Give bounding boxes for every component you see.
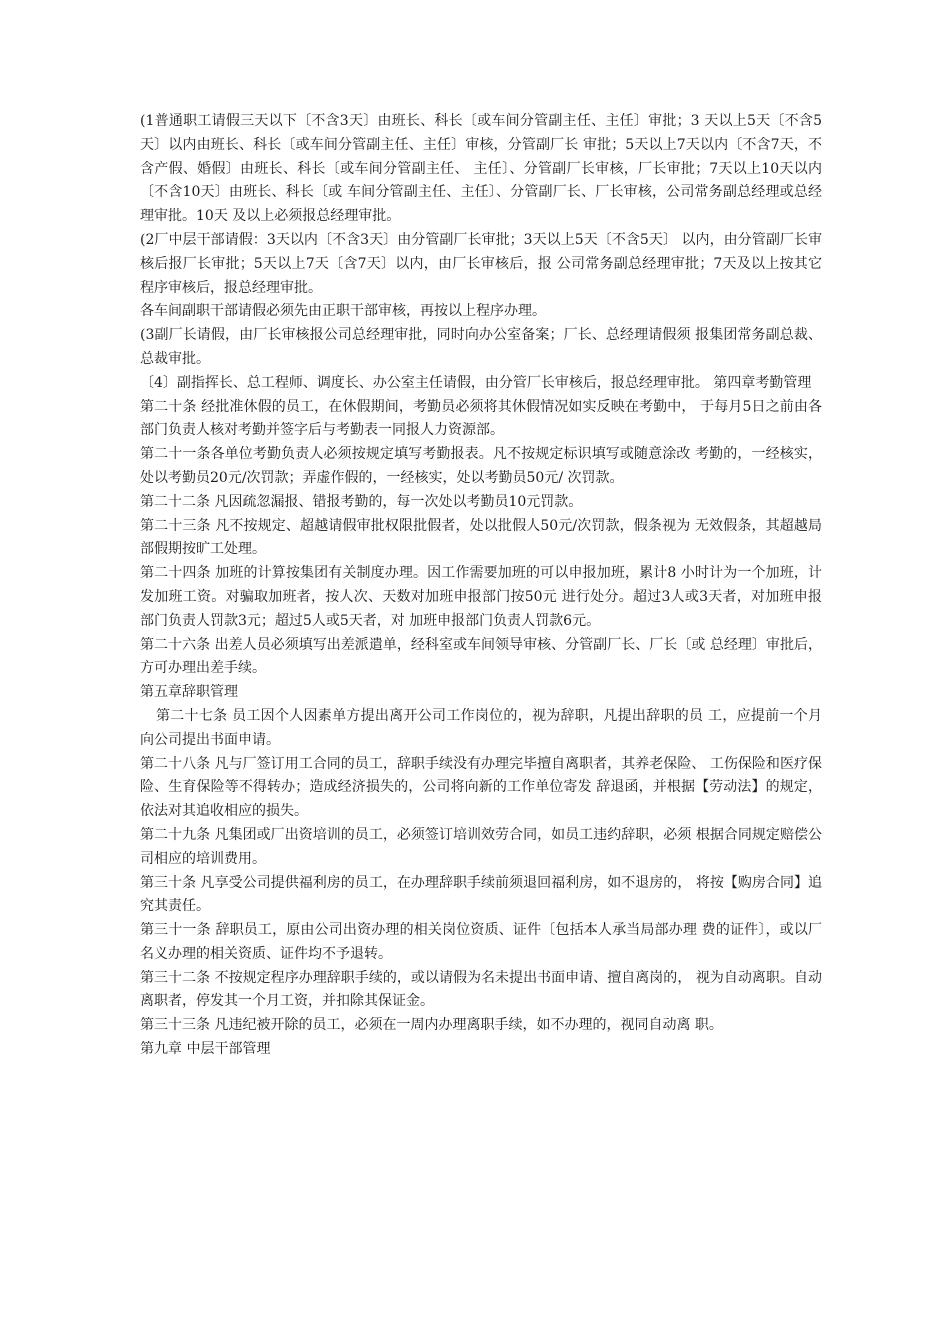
article-32: 第三十二条 不按规定程序办理辞职手续的，或以请假为名未提出书面申请、擅自离岗的， 视为自动离职。自动离职者，停发其一个月工资，并扣除其保证金。 [140,969,822,1010]
clause-leave-middle-cadres: (2厂中层干部请假：3天以内〔不含3天〕由分管副厂长审批；3天以上5天〔不含5天〕 以内，由分管副厂长审核后报厂长审批；5天以上7天〔含7天〕以内，由厂长审核后，报 公司常务副总经理审批；7天及以上按其它程序审核后，报总经理审批。 [140,231,822,296]
article-22: 第二十二条 凡因疏忽漏报、错报考勤的，每一次处以考勤员10元罚款。 [140,493,583,510]
clause-leave-chief-engineer: 〔4〕副指挥长、总工程师、调度长、办公室主任请假，由分管厂长审核后，报总经理审批。 第四章考勤管理 [140,374,812,391]
article-28: 第二十八条 凡与厂签订用工合同的员工，辞职手续没有办理完毕擅自离职者，其养老保险、 工伤保险和医疗保险、生育保险等不得转办；造成经济损失的，公司将向新的工作单位寄发 辞退函，并根据【劳动法】的规定，依法对其追收相应的损失。 [140,755,822,820]
clause-leave-deputy-workshop: 各车间副职干部请假必须先由正职干部审核，再按以上程序办理。 [140,303,546,320]
article-33: 第三十三条 凡违纪被开除的员工，必须在一周内办理离职手续，如不办理的，视同自动离 职。 [140,1017,723,1034]
article-29: 第二十九条 凡集团或厂出资培训的员工，必须签订培训效劳合同，如员工违约辞职，必须 根据合同规定赔偿公司相应的培训费用。 [140,826,822,867]
article-23: 第二十三条 凡不按规定、超越请假审批权限批假者，处以批假人50元/次罚款，假条视为 无效假条，其超越局部假期按旷工处理。 [140,517,822,558]
document-body [140,110,822,1062]
article-27: 第二十七条 员工因个人因素单方提出离开公司工作岗位的，视为辞职，凡提出辞职的员 工，应提前一个月向公司提出书面申请。 [140,707,822,748]
article-30: 第三十条 凡享受公司提供福利房的员工，在办理辞职手续前须退回福利房，如不退房的， 将按【购房合同】追究其责任。 [140,874,822,915]
article-31: 第三十一条 辞职员工，原由公司出资办理的相关岗位资质、证件〔包括本人承当局部办理 费的证件〕，或以厂名义办理的相关资质、证件均不予退转。 [140,922,822,962]
article-24: 第二十四条 加班的计算按集团有关制度办理。因工作需要加班的可以申报加班，累计8 小时计为一个加班，计发加班工资。对骗取加班者，按人次、天数对加班申报部门按50元 进行处分。超过3人或3天者，对加班申报部门负责人罚款3元；超过5人或5天者，对 加班申报部门负责人罚款6元。 [140,565,822,629]
article-20: 第二十条 经批准休假的员工，在休假期间，考勤员必须将其休假情况如实反映在考勤中， 于每月5日之前由各部门负责人核对考勤并签字后与考勤表一同报人力资源部。 [140,398,822,439]
chapter-9-heading: 第九章 中层干部管理 [140,1041,271,1058]
article-21: 第二十一条各单位考勤负责人必须按规定填写考勤报表。凡不按规定标识填写或随意涂改 考勤的，一经核实，处以考勤员20元/次罚款；弄虚作假的，一经核实，处以考勤员50元/ 次罚款。 [140,446,822,486]
clause-leave-deputy-director: (3副厂长请假，由厂长审核报公司总经理审批，同时向办公室备案；厂长、总经理请假须 报集团常务副总裁、总裁审批。 [140,327,822,367]
clause-leave-ordinary-staff: (1普通职工请假三天以下〔不含3天〕由班长、科长〔或车间分管副主任、主任〕审批；3 天以上5天〔不含5天〕以内由班长、科长〔或车间分管副主任、主任〕审核，分管副厂长 审批；5天以上7天以内〔不含7天，不含产假、婚假〕由班长、科长〔或车间分管副主任、 主任〕、分管副厂长审核，厂长审批；7天以上10天以内〔不含10天〕由班长、科长〔或 车间分管副主任、主任〕、分管副厂长、厂长审核，公司常务副总经理或总经理审批。10天 及以上必须报总经理审批。 [140,113,822,225]
article-26: 第二十六条 出差人员必须填写出差派遣单，经科室或车间领导审核、分管副厂长、厂长〔或 总经理〕审批后，方可办理出差手续。 [140,636,822,677]
chapter-5-heading: 第五章辞职管理 [140,684,238,701]
